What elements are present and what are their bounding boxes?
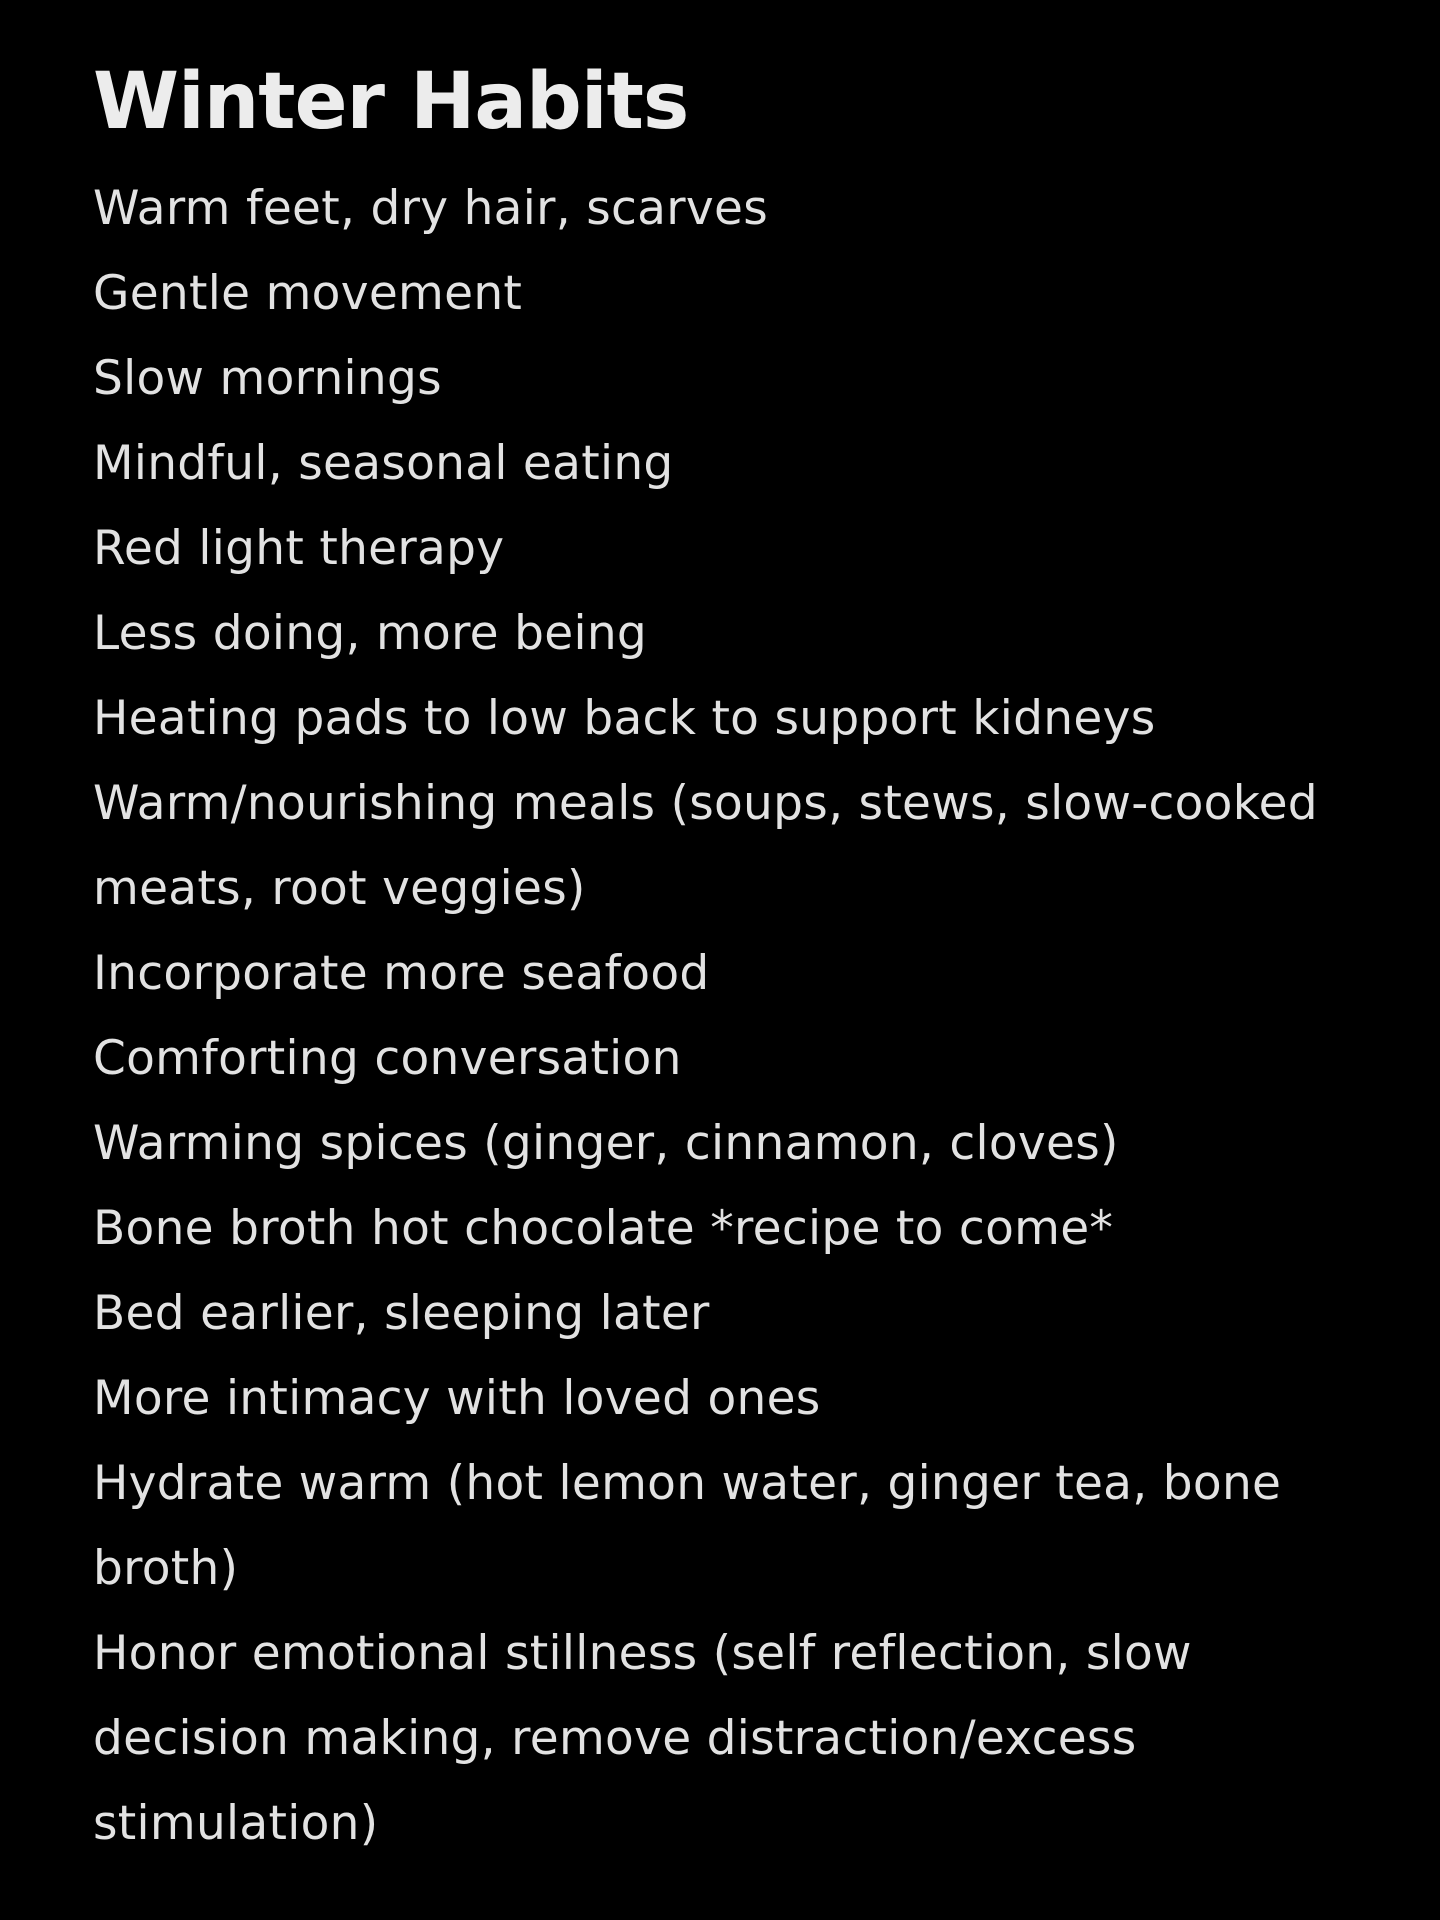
list-item: Bed earlier, sleeping later (93, 1286, 710, 1341)
list-item: More intimacy with loved ones (93, 1371, 821, 1426)
list-item: Warming spices (ginger, cinnamon, cloves) (93, 1116, 1119, 1171)
list-item: Honor emotional stillness (self reflection, slow decision making, remove distraction/excess stimulation) (93, 1626, 1192, 1851)
habit-list (93, 166, 1393, 1866)
list-item: Gentle movement (93, 266, 523, 321)
note-body[interactable] (93, 52, 1393, 1866)
list-item: Red light therapy (93, 521, 505, 576)
list-item: Mindful, seasonal eating (93, 436, 674, 491)
list-item: Warm feet, dry hair, scarves (93, 181, 769, 236)
list-item: Hydrate warm (hot lemon water, ginger tea, bone broth) (93, 1456, 1282, 1596)
list-item: Heating pads to low back to support kidneys (93, 691, 1156, 746)
list-item: Warm/nourishing meals (soups, stews, slow-cooked meats, root veggies) (93, 776, 1318, 916)
list-item: Bone broth hot chocolate *recipe to come* (93, 1201, 1114, 1256)
list-item: Comforting conversation (93, 1031, 682, 1086)
list-item: Slow mornings (93, 351, 442, 406)
list-item: Less doing, more being (93, 606, 648, 661)
list-item: Incorporate more seafood (93, 946, 710, 1001)
note-title: Winter Habits (93, 57, 689, 147)
